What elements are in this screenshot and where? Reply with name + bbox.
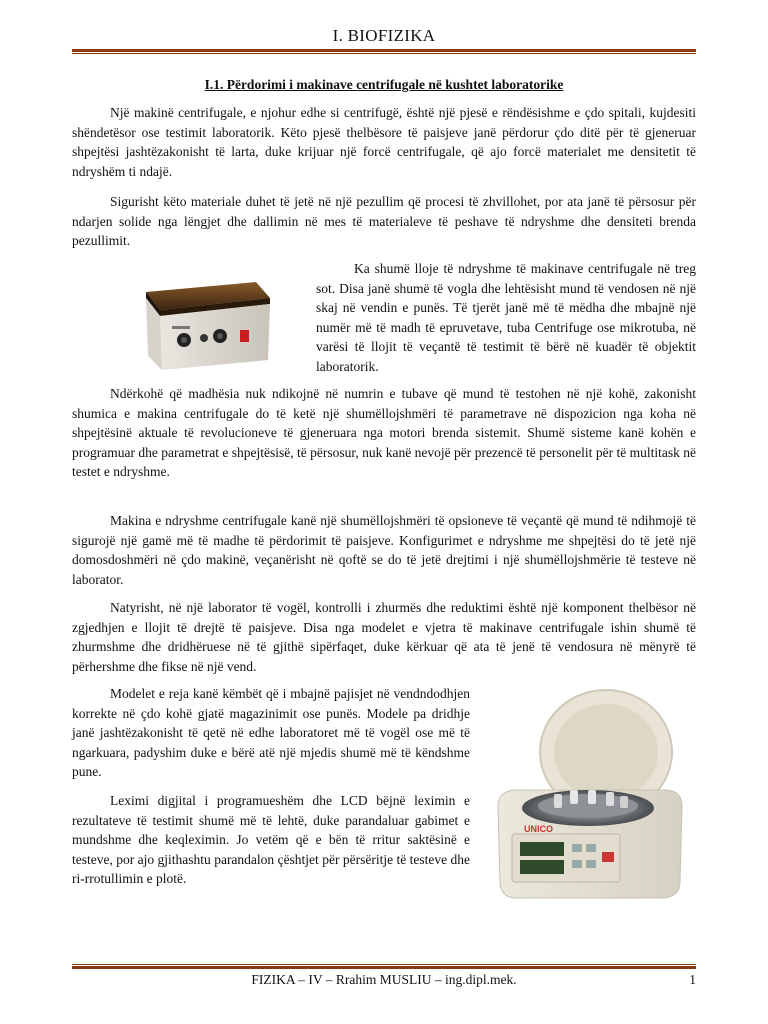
page-header-title: I. BIOFIZIKA: [332, 26, 436, 45]
paragraph: Makina e ndryshme centrifugale kanë një shumëllojshmëri të opsioneve të veçantë që mund të ndihmojë të sigurojë një gamë më të madhe të përdorimit të paisjeve. Konfigurimet e ndryshme me shpejtësi do të jetë një domosdoshmëri në çdo makinë, veçanërisht në qoftë se do të jetë drejtimi i një shumëllojshmërie të testeve në laborator.: [72, 513, 696, 587]
page-number: 1: [689, 972, 696, 987]
paragraph: Ka shumë lloje të ndryshme të makinave centrifugale në treg sot. Disa janë shumë të vogla dhe lehtësisht mund të vendosen në një skaj në vendin e punës. Të tjerët janë më të mëdha dhe mbajnë një numër më të madh të epruvetave, tuba Centrifuge ose mikrotuba, në varësi të llojit të veçantë të testimit të bërë në kuadër të objektit laboratorik.: [316, 261, 696, 374]
paragraph: Leximi digjital i programueshëm dhe LCD bëjnë leximin e rezultateve të testimit shumë më të lehtë, duke parandaluar gabimet e mundshme dhe keqleximin. Jo vetëm që e bën të rritur saktësinë e testeve, por ajo gjithashtu parandalon çështjet për përsëritje të testeve dhe ri-rrotullimin e plotë.: [72, 793, 470, 886]
paragraph: Një makinë centrifugale, e njohur edhe si centrifugë, është një pjesë e rëndësishme e çdo spitali, kujdesiti shëndetësor ose testimit laboratorik. Këto pjesë thelbësore të paisjeve janë përdorur çdo ditë për të gjeneruar shpejtësi jashtëzakonisht të larta, duke krijuar një forcë centrifugale, që ajo forcë materialet me densitetit të ndryshëm ti ndajë.: [72, 105, 696, 179]
section-heading: I.1. Përdorimi i makinave centrifugale në kushtet laboratorike: [204, 77, 564, 92]
footer-text: FIZIKA – IV – Rrahim MUSLIU – ing.dipl.mek.: [251, 972, 517, 987]
paragraph: Modelet e reja kanë këmbët që i mbajnë pajisjet në vendndodhjen korrekte në çdo kohë gjatë magazinimit ose punës. Modele pa dridhje janë jashtëzakonisht të qetë në edhe laboratoret më të vogël ose më të ngarkuara, padyshim duke e bërë atë një mjedis shumë më të këndshme pune.: [72, 686, 470, 779]
centrifuge-photo-small: [136, 276, 274, 372]
paragraph: Sigurisht këto materiale duhet të jetë në një pezullim që procesi të zhvillohet, por ata janë të përsosur për ndarjen solide nga lëngjet dhe dallimin në mes të materialeve të peshave të ndryshme dhe densiteti brenda pezullimit.: [72, 194, 696, 248]
brand-label: UNICO: [524, 824, 553, 834]
paragraph: Ndërkohë që madhësia nuk ndikojnë në numrin e tubave që mund të testohen në një kohë, zakonisht shumica e makina centrifugale do të ketë një shumëllojshmëri të parametrave në dispozicion nga koha në shpejtësinë aktuale të revolucioneve të gjeneruara nga motori brenda sistemit. Shumë sisteme kanë kohën e programuar dhe parametrat e shpejtësisë, të përsosur, nuk kanë nevojë për prezencë të personelit për të multitask në testet e ndryshme.: [72, 386, 696, 479]
centrifuge-photo-open-lid: [484, 686, 692, 904]
paragraph: Natyrisht, në një laborator të vogël, kontrolli i zhurmës dhe reduktimi është një komponent thelbësor në zgjedhjen e llojit të drejtë të paisjeve. Disa nga modelet e vjetra të makinave centrifugale ishin shumë të zhurmshme dhe dridhëruese në të gjithë sipërfaqet, duke kërkuar që ata të jenë të vendosura në mënyrë të përhershme dhe fikse në një vend.: [72, 600, 696, 674]
